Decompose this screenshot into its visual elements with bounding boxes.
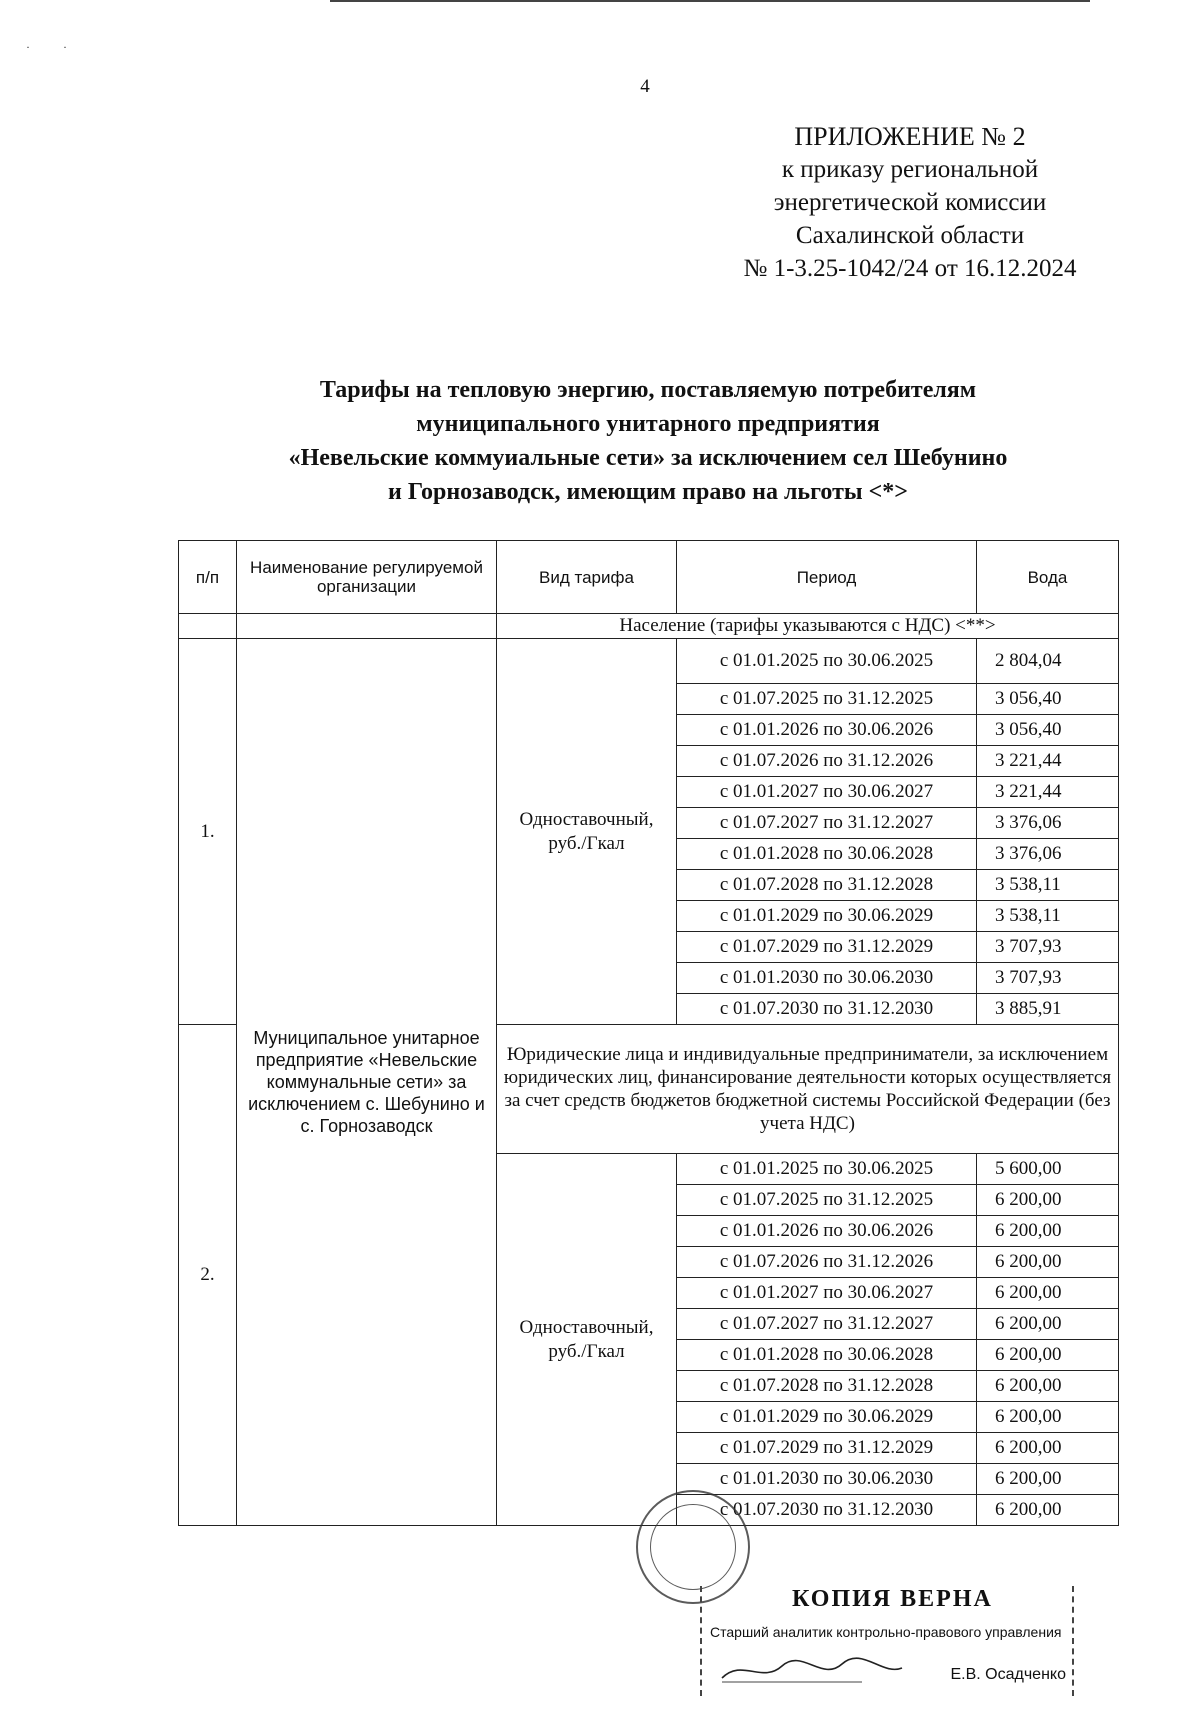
period-cell: с 01.01.2030 по 30.06.2030 [677, 963, 977, 994]
value-cell: 6 200,00 [977, 1216, 1119, 1247]
value-cell: 6 200,00 [977, 1278, 1119, 1309]
value-cell: 3 376,06 [977, 839, 1119, 870]
period-cell: с 01.07.2030 по 31.12.2030 [677, 994, 977, 1025]
period-cell: с 01.01.2027 по 30.06.2027 [677, 1278, 977, 1309]
period-cell: с 01.01.2026 по 30.06.2026 [677, 715, 977, 746]
value-cell: 6 200,00 [977, 1495, 1119, 1526]
title-line: «Невельские коммуиальные сети» за исключением сел Шебунино [288, 445, 1008, 471]
appendix-line: Сахалинской области [795, 222, 1025, 249]
scan-marks: · · [26, 40, 67, 54]
value-cell: 6 200,00 [977, 1371, 1119, 1402]
period-cell: с 01.07.2029 по 31.12.2029 [677, 1433, 977, 1464]
tariff-type: Одноставочный, руб./Гкал [497, 1154, 677, 1526]
appendix-line: к приказу региональной [781, 156, 1039, 183]
period-cell: с 01.07.2026 по 31.12.2026 [677, 746, 977, 777]
value-cell: 3 221,44 [977, 746, 1119, 777]
value-cell: 6 200,00 [977, 1433, 1119, 1464]
organization-name: Муниципальное унитарное предприятие «Невельские коммунальные сети» за исключением с. Шебунино и с. Горнозаводск [237, 639, 497, 1526]
period-cell: с 01.01.2029 по 30.06.2029 [677, 1402, 977, 1433]
value-cell: 6 200,00 [977, 1185, 1119, 1216]
period-cell: с 01.07.2030 по 31.12.2030 [677, 1495, 977, 1526]
value-cell: 6 200,00 [977, 1309, 1119, 1340]
row-number: 1. [179, 639, 237, 1025]
value-cell: 3 056,40 [977, 684, 1119, 715]
value-cell: 6 200,00 [977, 1464, 1119, 1495]
value-cell: 6 200,00 [977, 1402, 1119, 1433]
value-cell: 3 707,93 [977, 932, 1119, 963]
period-cell: с 01.07.2026 по 31.12.2026 [677, 1247, 977, 1278]
tariff-type: Одноставочный, руб./Гкал [497, 639, 677, 1025]
title-line: Тарифы на тепловую энергию, поставляемую потребителям [319, 377, 977, 403]
table-row [179, 639, 1119, 684]
period-cell: с 01.01.2025 по 30.06.2025 [677, 1154, 977, 1185]
period-cell: с 01.07.2025 по 31.12.2025 [677, 1185, 977, 1216]
period-cell: с 01.01.2025 по 30.06.2025 [677, 639, 977, 684]
period-cell: с 01.01.2029 по 30.06.2029 [677, 901, 977, 932]
top-scan-line [330, 0, 1090, 2]
period-cell: с 01.01.2030 по 30.06.2030 [677, 1464, 977, 1495]
certifier-name: Е.В. Осадченко [950, 1666, 1066, 1683]
section-heading: Юридические лица и индивидуальные предприниматели, за исключением юридических лиц, финансирование деятельности которых осуществляется за счет средств бюджетов бюджетной системы Российской Федерации (без учета НДС) [497, 1025, 1119, 1154]
value-cell: 3 221,44 [977, 777, 1119, 808]
appendix-order-number: № 1-3.25-1042/24 от 16.12.2024 [743, 255, 1077, 282]
table-body [179, 614, 1119, 1526]
table-header-row [179, 541, 1119, 614]
value-cell: 2 804,04 [977, 639, 1119, 684]
page-number: 4 [640, 76, 650, 97]
value-cell: 3 707,93 [977, 963, 1119, 994]
header-type: Вид тарифа [497, 541, 677, 614]
period-cell: с 01.07.2028 по 31.12.2028 [677, 1371, 977, 1402]
header-num: п/п [179, 541, 237, 614]
value-cell: 5 600,00 [977, 1154, 1119, 1185]
period-cell: с 01.07.2025 по 31.12.2025 [677, 684, 977, 715]
value-cell: 3 538,11 [977, 901, 1119, 932]
row-number: 2. [179, 1025, 237, 1526]
period-cell: с 01.01.2028 по 30.06.2028 [677, 1340, 977, 1371]
certification-heading: КОПИЯ ВЕРНА [792, 1586, 993, 1612]
value-cell: 3 538,11 [977, 870, 1119, 901]
period-cell: с 01.07.2027 по 31.12.2027 [677, 1309, 977, 1340]
period-cell: с 01.01.2026 по 30.06.2026 [677, 1216, 977, 1247]
appendix-line: энергетической комиссии [773, 189, 1047, 216]
empty-cell [237, 614, 497, 639]
title-line: и Горнозаводск, имеющим право на льготы <*> [388, 479, 908, 505]
certifier-role: Старший аналитик контрольно-правового управления [710, 1624, 1062, 1640]
period-cell: с 01.01.2028 по 30.06.2028 [677, 839, 977, 870]
header-org: Наименование регулируемой организации [237, 541, 497, 614]
section-heading-row [179, 614, 1119, 639]
header-period: Период [677, 541, 977, 614]
certification-stamp [700, 1586, 1074, 1696]
period-cell: с 01.07.2028 по 31.12.2028 [677, 870, 977, 901]
section-heading: Население (тарифы указываются с НДС) <**> [497, 614, 1119, 639]
value-cell: 3 376,06 [977, 808, 1119, 839]
period-cell: с 01.07.2029 по 31.12.2029 [677, 932, 977, 963]
period-cell: с 01.01.2027 по 30.06.2027 [677, 777, 977, 808]
tariff-table [178, 540, 1119, 1526]
value-cell: 3 885,91 [977, 994, 1119, 1025]
value-cell: 3 056,40 [977, 715, 1119, 746]
value-cell: 6 200,00 [977, 1340, 1119, 1371]
document-title [178, 373, 1118, 509]
signature [712, 1654, 912, 1686]
period-cell: с 01.07.2027 по 31.12.2027 [677, 808, 977, 839]
appendix-block [700, 120, 1120, 285]
appendix-title: ПРИЛОЖЕНИЕ № 2 [794, 122, 1026, 151]
title-line: муниципального унитарного предприятия [416, 411, 880, 437]
empty-cell [179, 614, 237, 639]
header-value: Вода [977, 541, 1119, 614]
value-cell: 6 200,00 [977, 1247, 1119, 1278]
